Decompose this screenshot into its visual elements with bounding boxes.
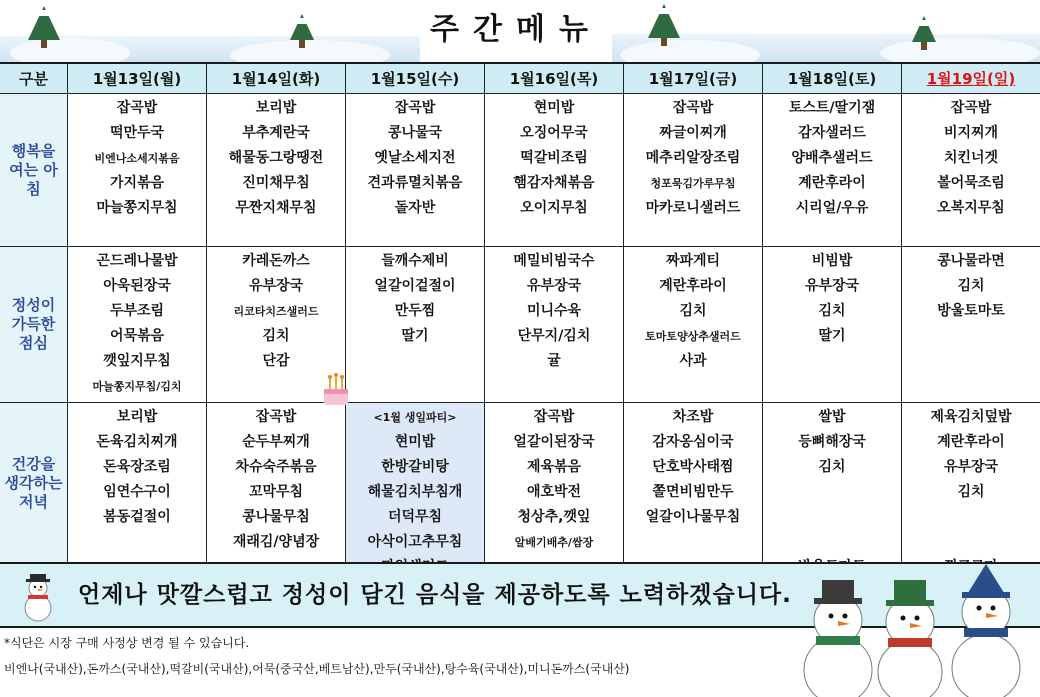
- column-label: 구분: [0, 64, 68, 94]
- snow-hill: [10, 38, 130, 62]
- menu-item: 오복지무침: [937, 200, 1005, 216]
- meal-label: 행복을 여는 아침: [0, 94, 68, 247]
- menu-item: 미니수육: [526, 303, 582, 319]
- menu-item: 얼갈이겉절이: [374, 278, 456, 294]
- tree-icon: [648, 4, 680, 38]
- menu-item: 잡곡밥: [950, 100, 992, 116]
- tree-icon: [28, 6, 60, 40]
- menu-item: 더덕무침: [387, 509, 443, 525]
- menu-item: 시리얼/우유: [795, 200, 869, 216]
- meal-label: 건강을 생각하는 저녁: [0, 403, 68, 565]
- menu-item: 깻잎지무침: [103, 353, 171, 369]
- menu-item: 들깨수제비: [381, 253, 449, 269]
- snowmen-illustration: [790, 560, 1040, 697]
- snow-hill: [880, 38, 1040, 62]
- snowman-icon: [952, 564, 1020, 697]
- menu-item: 무짠지채무침: [235, 200, 317, 216]
- change-notice: *식단은 시장 구매 사정상 변경 될 수 있습니다.: [4, 636, 250, 650]
- menu-item: [902, 505, 1040, 530]
- menu-item: 돈육김치찌개: [96, 434, 178, 450]
- snow-hill: [230, 40, 390, 62]
- menu-item: 귤: [547, 353, 561, 369]
- menu-item: 김치: [818, 459, 846, 475]
- menu-item: 감자옹심이국: [652, 434, 734, 450]
- menu-item: 보리밥: [116, 409, 158, 425]
- day-header: 1월14일(화): [207, 64, 346, 94]
- menu-item: 청상추,깻잎: [517, 509, 591, 525]
- menu-cell: [624, 94, 763, 247]
- day-header: 1월16일(목): [485, 64, 624, 94]
- menu-item: 잡곡밥: [533, 409, 575, 425]
- tree-trunk: [921, 42, 927, 50]
- menu-item: 진미채무침: [242, 175, 310, 191]
- menu-item: 토스트/딸기잼: [788, 100, 876, 116]
- menu-item: 토마토양상추샐러드: [645, 330, 741, 343]
- menu-item: 리코타치즈샐러드: [233, 305, 319, 318]
- menu-item: 오이지무침: [520, 200, 588, 216]
- menu-item: 볼어묵조림: [937, 175, 1005, 191]
- snowman-icon: [878, 580, 942, 697]
- menu-item: 짜파게티: [665, 253, 721, 269]
- menu-item: 짜글이찌개: [659, 125, 727, 141]
- menu-item: 방울토마토: [937, 303, 1005, 319]
- banner-message: 언제나 맛깔스럽고 정성이 담긴 음식을 제공하도록 노력하겠습니다.: [78, 582, 792, 608]
- menu-item: 잡곡밥: [672, 100, 714, 116]
- day-header: 1월18일(토): [763, 64, 902, 94]
- tree-trunk: [661, 38, 667, 46]
- menu-item: 재래김/양념장: [232, 534, 320, 550]
- menu-item: 마늘쫑지무침: [96, 200, 178, 216]
- menu-item: 제육볶음: [526, 459, 582, 475]
- menu-item: 콩나물무침: [242, 509, 310, 525]
- menu-item: 보리밥: [255, 100, 297, 116]
- menu-item: 임연수구이: [103, 484, 171, 500]
- menu-item: 쌀밥: [818, 409, 846, 425]
- menu-item: 감자샐러드: [798, 125, 866, 141]
- menu-item: 딸기: [401, 328, 429, 344]
- menu-item: 딸기: [818, 328, 846, 344]
- menu-item: 청포묵김가루무침: [650, 177, 736, 190]
- day-header: 1월13일(월): [68, 64, 207, 94]
- menu-cell: [624, 247, 763, 403]
- menu-cell: [763, 403, 902, 565]
- menu-item: 떡만두국: [109, 125, 165, 141]
- menu-item: 현미밥: [533, 100, 575, 116]
- menu-item: 마늘쫑지무침/김치: [92, 380, 182, 393]
- menu-item: 가지볶음: [109, 175, 165, 191]
- menu-item: 부추계란국: [242, 125, 310, 141]
- menu-cell: [207, 94, 346, 247]
- menu-table: [0, 62, 1040, 564]
- menu-item: 제육김치덮밥: [930, 409, 1012, 425]
- menu-item: 메추리알장조림: [645, 150, 741, 166]
- menu-item: 해물동그랑땡전: [228, 150, 324, 166]
- meal-label: 정성이 가득한 점심: [0, 247, 68, 403]
- menu-item: 얼갈이나물무침: [645, 509, 741, 525]
- menu-item: 돌자반: [394, 200, 436, 216]
- menu-item: 김치: [818, 303, 846, 319]
- menu-item: 두부조림: [109, 303, 165, 319]
- menu-item: 아삭이고추무침: [367, 534, 463, 550]
- menu-cell: [207, 403, 346, 565]
- menu-item: 김치: [957, 278, 985, 294]
- menu-item: [902, 530, 1040, 555]
- snow-hill: [620, 40, 760, 62]
- day-header: 1월17일(금): [624, 64, 763, 94]
- menu-item: 유부장국: [804, 278, 860, 294]
- menu-cell: [485, 94, 624, 247]
- tree-icon: [290, 14, 314, 40]
- menu-item: 비지찌개: [943, 125, 999, 141]
- menu-item: 한방갈비탕: [381, 459, 449, 475]
- page-title: 주간메뉴: [430, 12, 602, 47]
- menu-cell: [485, 247, 624, 403]
- menu-item: 사과: [679, 353, 707, 369]
- menu-item: 잡곡밥: [255, 409, 297, 425]
- menu-cell: [485, 403, 624, 565]
- menu-item: 잡곡밥: [116, 100, 158, 116]
- snowman-icon: [16, 570, 60, 624]
- menu-item: 등뼈해장국: [798, 434, 866, 450]
- menu-item: 콩나물라면: [937, 253, 1005, 269]
- menu-cell: [346, 94, 485, 247]
- menu-cell: [346, 403, 485, 565]
- menu-item: 김치: [262, 328, 290, 344]
- menu-item: 계란후라이: [659, 278, 727, 294]
- menu-item: 유부장국: [526, 278, 582, 294]
- menu-cell: [902, 247, 1040, 403]
- menu-item: 곤드레나물밥: [96, 253, 178, 269]
- menu-item: 계란후라이: [937, 434, 1005, 450]
- menu-item: 치킨너겟: [943, 150, 999, 166]
- day-header: 1월19일(일): [902, 64, 1040, 94]
- menu-item: 계란후라이: [798, 175, 866, 191]
- menu-item: 카레돈까스: [242, 253, 310, 269]
- menu-item: 얼갈이된장국: [513, 434, 595, 450]
- menu-item: 양배추샐러드: [791, 150, 873, 166]
- menu-item: 알배기배추/쌈장: [514, 536, 594, 549]
- menu-item: 쫄면비빔만두: [652, 484, 734, 500]
- menu-cell: [763, 247, 902, 403]
- menu-item: 메밀비빔국수: [513, 253, 595, 269]
- menu-item: 애호박전: [526, 484, 582, 500]
- menu-item: 마카로니샐러드: [645, 200, 741, 216]
- menu-item: 순두부찌개: [242, 434, 310, 450]
- menu-item: <1월 생일파티>: [373, 411, 457, 424]
- menu-cell: [346, 247, 485, 403]
- menu-item: 김치: [679, 303, 707, 319]
- menu-item: 단호박사태찜: [652, 459, 734, 475]
- menu-item: 해물김치부침개: [367, 484, 463, 500]
- menu-item: 현미밥: [394, 434, 436, 450]
- menu-item: 차조밥: [672, 409, 714, 425]
- menu-item: 꼬막무침: [248, 484, 304, 500]
- menu-item: [763, 505, 901, 530]
- menu-item: 콩나물국: [387, 125, 443, 141]
- menu-cell: [68, 403, 207, 565]
- tree-trunk: [299, 40, 305, 48]
- menu-item: 봄동겉절이: [103, 509, 171, 525]
- tree-icon: [912, 16, 936, 42]
- menu-item: 단감: [262, 353, 290, 369]
- menu-cell: [902, 94, 1040, 247]
- day-header: 1월15일(수): [346, 64, 485, 94]
- header: [0, 0, 1040, 62]
- menu-item: 김치: [957, 484, 985, 500]
- menu-item: 돈육장조림: [103, 459, 171, 475]
- menu-item: 비엔나소세지볶음: [94, 152, 180, 165]
- menu-item: 유부장국: [248, 278, 304, 294]
- menu-item: 유부장국: [943, 459, 999, 475]
- tree-trunk: [41, 40, 47, 48]
- menu-item: 차슈숙주볶음: [235, 459, 317, 475]
- menu-item: [763, 530, 901, 555]
- menu-item: 옛날소세지전: [374, 150, 456, 166]
- menu-item: 만두찜: [394, 303, 436, 319]
- birthday-cake-icon: [322, 369, 350, 409]
- menu-cell: [68, 94, 207, 247]
- menu-item: 단무지/김치: [517, 328, 591, 344]
- menu-item: 떡갈비조림: [520, 150, 588, 166]
- menu-cell: [68, 247, 207, 403]
- menu-item: 오징어무국: [520, 125, 588, 141]
- menu-cell: [902, 403, 1040, 565]
- menu-item: 잡곡밥: [394, 100, 436, 116]
- menu-item: 어묵볶음: [109, 328, 165, 344]
- menu-cell: [763, 94, 902, 247]
- menu-item: [763, 480, 901, 505]
- menu-cell: [624, 403, 763, 565]
- snowman-icon: [804, 580, 872, 697]
- menu-item: 햄감자채볶음: [513, 175, 595, 191]
- menu-item: 견과류멸치볶음: [367, 175, 463, 191]
- menu-item: 비빔밥: [811, 253, 853, 269]
- origin-notice: 비엔나(국내산),돈까스(국내산),떡갈비(국내산),어묵(중국산,베트남산),만두(국내산),탕수육(국내산),미니돈까스(국내산): [4, 662, 630, 676]
- menu-item: 아욱된장국: [103, 278, 171, 294]
